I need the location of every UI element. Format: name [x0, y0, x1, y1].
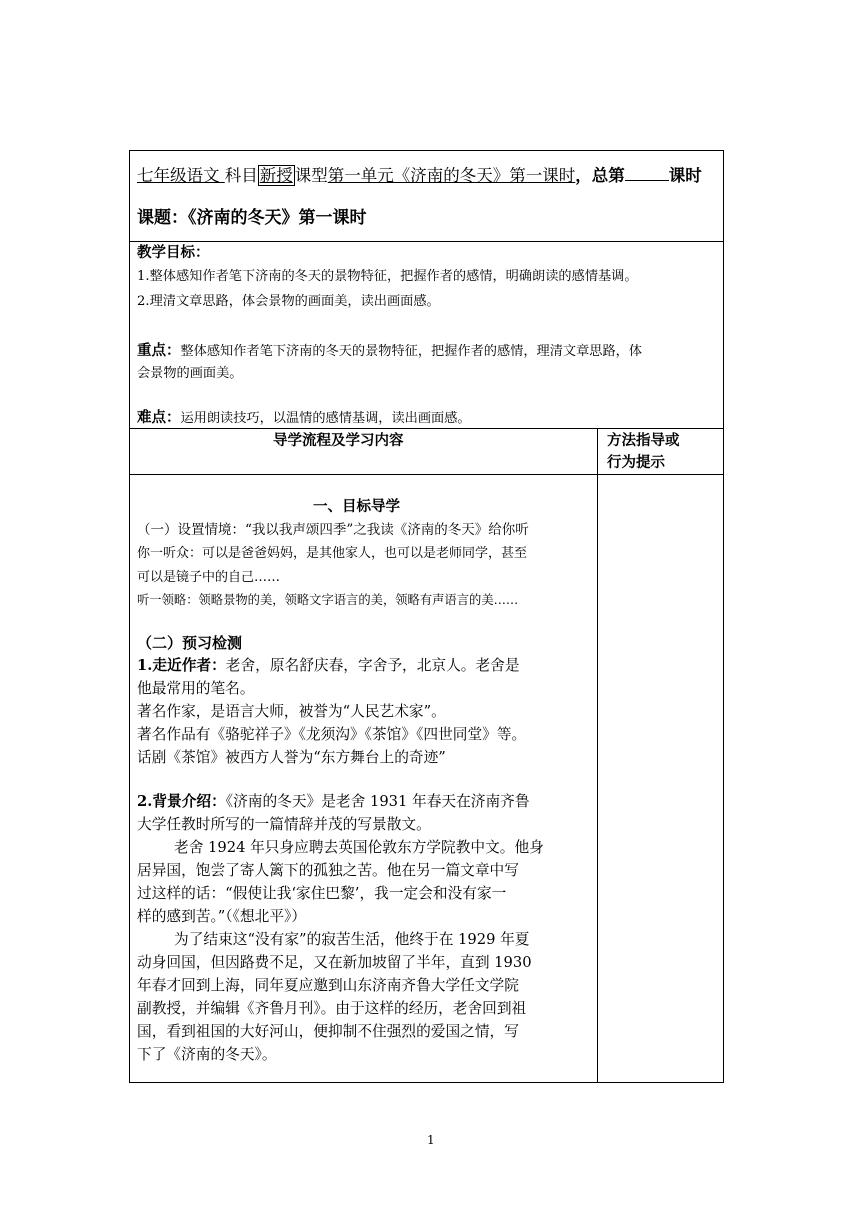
- topic-label: 课题：: [137, 208, 188, 228]
- subject-label: 科目: [224, 166, 258, 185]
- column-header-process: 导学流程及学习内容: [273, 432, 404, 449]
- column-separator: [597, 428, 598, 1083]
- table-left-border: [129, 150, 130, 1083]
- difficult-points: [137, 411, 471, 426]
- table-bottom-border: [129, 1082, 724, 1083]
- total-suffix: 课时: [668, 166, 702, 185]
- topic-title: 《济南的冬天》第一课时: [188, 208, 367, 228]
- situation-line-1: 你一听众：可以是爸爸妈妈，是其他家人，也可以是老师同学，甚至: [137, 546, 528, 561]
- paragraph2-line-6: 下了《济南的冬天》。: [137, 1046, 277, 1063]
- background-line-2: 大学任教时所写的一篇情辞并茂的写景散文。: [137, 816, 431, 833]
- paragraph2-line-1: 为了结束这“没有家”的寂苦生活，他终于在 1929 年夏: [174, 931, 530, 948]
- lesson-type-label: 课型: [294, 166, 328, 185]
- objectives-divider: [129, 428, 724, 429]
- unit-text: 第一单元《济南的冬天》第一课时: [327, 166, 576, 185]
- lesson-type-value: 新授: [259, 166, 293, 185]
- author-line-3: 著名作家，是语言大师，被誉为“人民艺术家”。: [137, 703, 446, 720]
- paragraph1-line-2: 居异国，饱尝了寄人篱下的孤独之苦。他在另一篇文章中写: [137, 862, 519, 879]
- page-number: 1: [427, 1133, 435, 1147]
- author-line-4: 著名作品有《骆驼祥子》《龙须沟》《茶馆》《四世同堂》等。: [137, 726, 527, 743]
- objective-item-1: 1.整体感知作者笔下济南的冬天的景物特征，把握作者的感情，明确朗读的感情基调。: [137, 269, 638, 284]
- topic-line: [137, 210, 367, 227]
- grade-text: 七年级语文: [137, 166, 220, 185]
- table-top-border: [129, 150, 724, 151]
- situation-heading: （一）设置情境：“我以我声颂四季”之我读《济南的冬天》给你听: [137, 522, 529, 538]
- paragraph2-line-3: 年春才回到上海，同年夏应邀到山东济南齐鲁大学任文学院: [137, 977, 519, 994]
- total-blank: [625, 165, 669, 181]
- columns-divider: [129, 474, 724, 475]
- background-line-1: [137, 795, 530, 810]
- background-label: 2.背景介绍：: [137, 793, 226, 810]
- header-line: [137, 165, 702, 185]
- header-divider: [129, 241, 724, 242]
- paragraph2-line-4: 副教授，并编辑《齐鲁月刊》。由于这样的经历，老舍回到祖: [137, 1000, 527, 1017]
- difficult-points-text: 运用朗读技巧，以温情的感情基调，读出画面感。: [180, 411, 471, 426]
- situation-line-3: 听一领略：领略景物的美，领略文字语言的美，领略有声语言的美……: [137, 593, 519, 607]
- author-text: 老舍，原名舒庆春，字舍予，北京人。老舍是: [225, 657, 520, 674]
- objective-item-2: 2.理清文章思路，体会景物的画面美，读出画面感。: [137, 294, 440, 309]
- objectives-heading: 教学目标：: [137, 244, 210, 261]
- paragraph1-line-1: 老舍 1924 年只身应聘去英国伦敦东方学院教中文。他身: [174, 839, 544, 856]
- background-text: 《济南的冬天》是老舍 1931 年春天在济南齐鲁: [225, 793, 530, 810]
- situation-line-2: 可以是镜子中的自己……: [137, 570, 281, 585]
- paragraph2-line-5: 国，看到祖国的大好河山，便抑制不住强烈的爱国之情，写: [137, 1023, 519, 1040]
- key-points-line2: 会景物的画面美。: [137, 366, 243, 381]
- author-line-1: [137, 659, 520, 674]
- key-points-label: 重点：: [137, 342, 181, 359]
- paragraph1-line-3: 过这样的话：“假使让我‘家住巴黎’，我一定会和没有家一: [137, 885, 507, 902]
- author-line-2: 他最常用的笔名。: [137, 680, 255, 697]
- total-prefix: ，总第: [575, 166, 625, 185]
- preview-heading: （二）预习检测: [137, 634, 243, 652]
- paragraph1-line-4: 样的感到苦。”（《想北平》）: [137, 908, 307, 925]
- section1-title: 一、目标导学: [313, 498, 400, 515]
- difficult-points-label: 难点：: [137, 409, 181, 426]
- paragraph2-line-2: 动身回国，但因路费不足，又在新加坡留了半年，直到 1930: [137, 954, 532, 971]
- key-points-text: 整体感知作者笔下济南的冬天的景物特征，把握作者的感情，理清文章思路，体: [180, 344, 643, 359]
- key-points-line1: [137, 344, 642, 359]
- column-header-method-2: 行为提示: [607, 454, 665, 471]
- author-line-5: 话剧《茶馆》被西方人誉为“东方舞台上的奇迹”: [137, 749, 446, 766]
- column-header-method-1: 方法指导或: [607, 432, 680, 449]
- table-right-border: [723, 150, 724, 1083]
- author-label: 1.走近作者：: [137, 657, 226, 674]
